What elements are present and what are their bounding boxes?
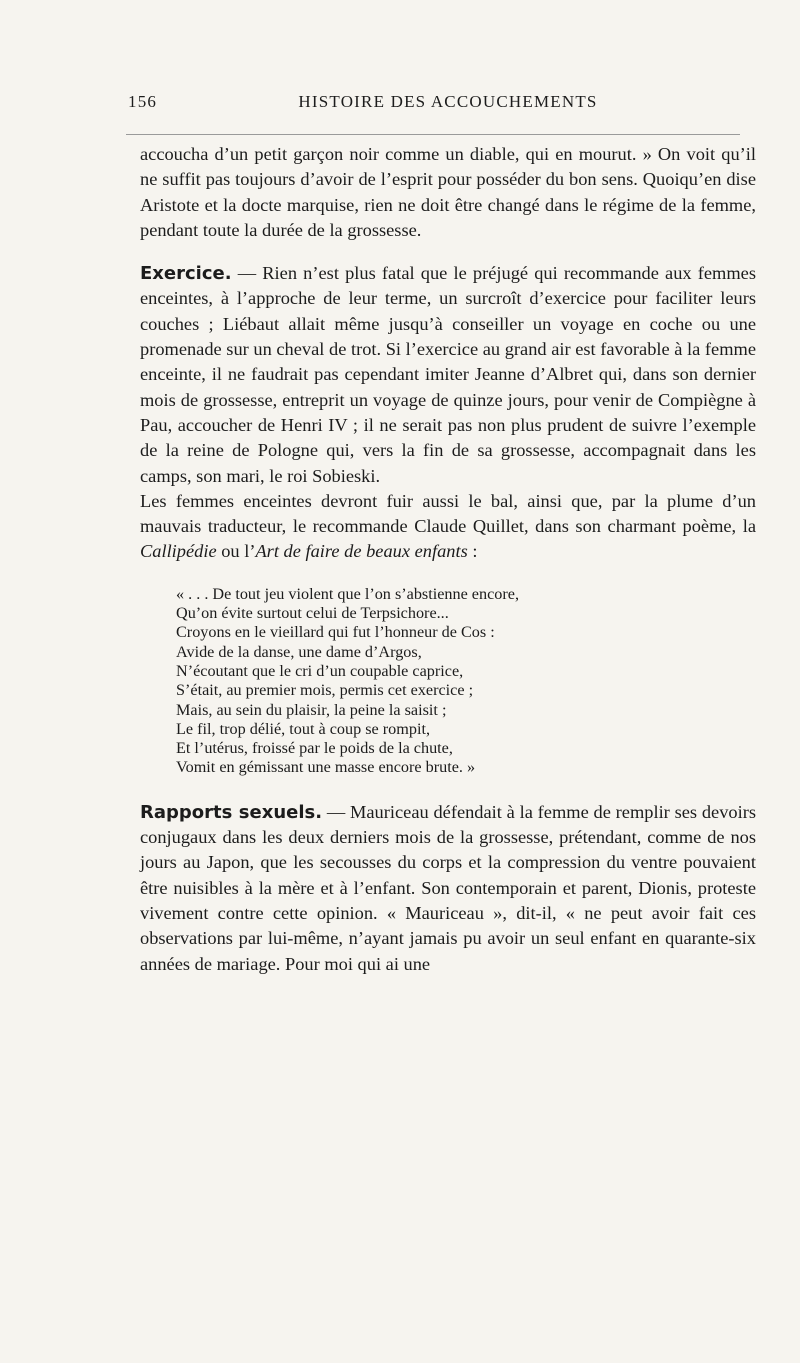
paragraph-femmes-text-b: ou l’ bbox=[216, 541, 256, 562]
book-page bbox=[128, 90, 756, 977]
book-title-callipedie: Callipédie bbox=[140, 541, 217, 562]
running-head bbox=[128, 90, 756, 120]
paragraph-intro: accoucha d’un petit garçon noir comme un diable, qui en mourut. » On voit qu’il ne suffit pas toujours d’avoir de l’esprit pour posséder du bon sens. Quoiqu’en dise Aristote et la docte marquise, rien ne doit être changé dans le régime de la femme, pendant toute la durée de la grossesse. bbox=[140, 144, 756, 240]
poem-line: Et l’utérus, froissé par le poids de la chute, bbox=[176, 739, 453, 758]
book-title-art: Art de faire de beaux enfants bbox=[255, 541, 468, 562]
section-heading-exercice: Exercice. bbox=[140, 263, 232, 285]
poem-line: Avide de la danse, une dame d’Argos, bbox=[176, 642, 422, 661]
poem-line: Croyons en le vieillard qui fut l’honneur de Cos : bbox=[176, 623, 495, 642]
paragraph-femmes bbox=[140, 489, 756, 565]
poem-line: Qu’on évite surtout celui de Terpsichore... bbox=[176, 604, 449, 623]
poem-line: Vomit en gémissant une masse encore brute. » bbox=[176, 758, 476, 777]
paragraph-femmes-text-c: : bbox=[467, 541, 478, 562]
paragraph-rapports-text: — Mauriceau défendait à la femme de remplir ses devoirs conjugaux dans les deux derniers mois de la grossesse, prétendant, comme de nos jours au Japon, que les secousses du corps et la compression du ventre pouvaient être nuisibles à la mère et à l’enfant. Son contemporain et parent, Dionis, proteste vivement contre cette opinion. « Mauriceau », dit-il, « ne peut avoir fait ces observations par lui-même, n’ayant jamais pu avoir un seul enfant en quarante-six années de mariage. Pour moi qui ai une bbox=[140, 801, 756, 974]
header-rule bbox=[126, 134, 740, 135]
poem-line: N’écoutant que le cri d’un coupable caprice, bbox=[176, 661, 464, 680]
page-number: 156 bbox=[128, 92, 158, 111]
paragraph-exercice-text: — Rien n’est plus fatal que le préjugé qui recommande aux femmes enceintes, à l’approche de leur terme, un surcroît d’exercice pour faciliter leurs couches ; Liébaut allait même jusqu’à conseiller un voyage en coche ou une promenade sur un cheval de trot. Si l’exercice au grand air est favorable à la femme enceinte, il ne faudrait pas cependant imiter Jeanne d’Albret qui, dans son dernier mois de grossesse, entreprit un voyage de quinze jours, pour venir de Compiègne à Pau, accoucher de Henri IV ; il ne serait pas non plus prudent de suivre l’exemple de la reine de Pologne qui, vers la fin de sa grossesse, accompagnait dans les camps, son mari, le roi Sobieski. bbox=[140, 263, 756, 486]
body-text bbox=[140, 142, 756, 977]
paragraph-exercice bbox=[140, 261, 756, 489]
running-title: HISTOIRE DES ACCOUCHEMENTS bbox=[298, 92, 598, 111]
poem-line: Mais, au sein du plaisir, la peine la saisit ; bbox=[176, 700, 447, 719]
poem-line: « . . . De tout jeu violent que l’on s’abstienne encore, bbox=[176, 584, 519, 603]
paragraph-femmes-text-a: Les femmes enceintes devront fuir aussi le bal, ainsi que, par la plume d’un mauvais traducteur, le recommande Claude Quillet, dans son charmant poème, la bbox=[140, 490, 756, 537]
section-heading-rapports: Rapports sexuels. bbox=[140, 801, 323, 823]
poem-quotation bbox=[176, 585, 756, 778]
paragraph-rapports bbox=[140, 800, 756, 977]
poem-line: Le fil, trop délié, tout à coup se rompit, bbox=[176, 719, 430, 738]
poem-line: S’était, au premier mois, permis cet exercice ; bbox=[176, 681, 474, 700]
